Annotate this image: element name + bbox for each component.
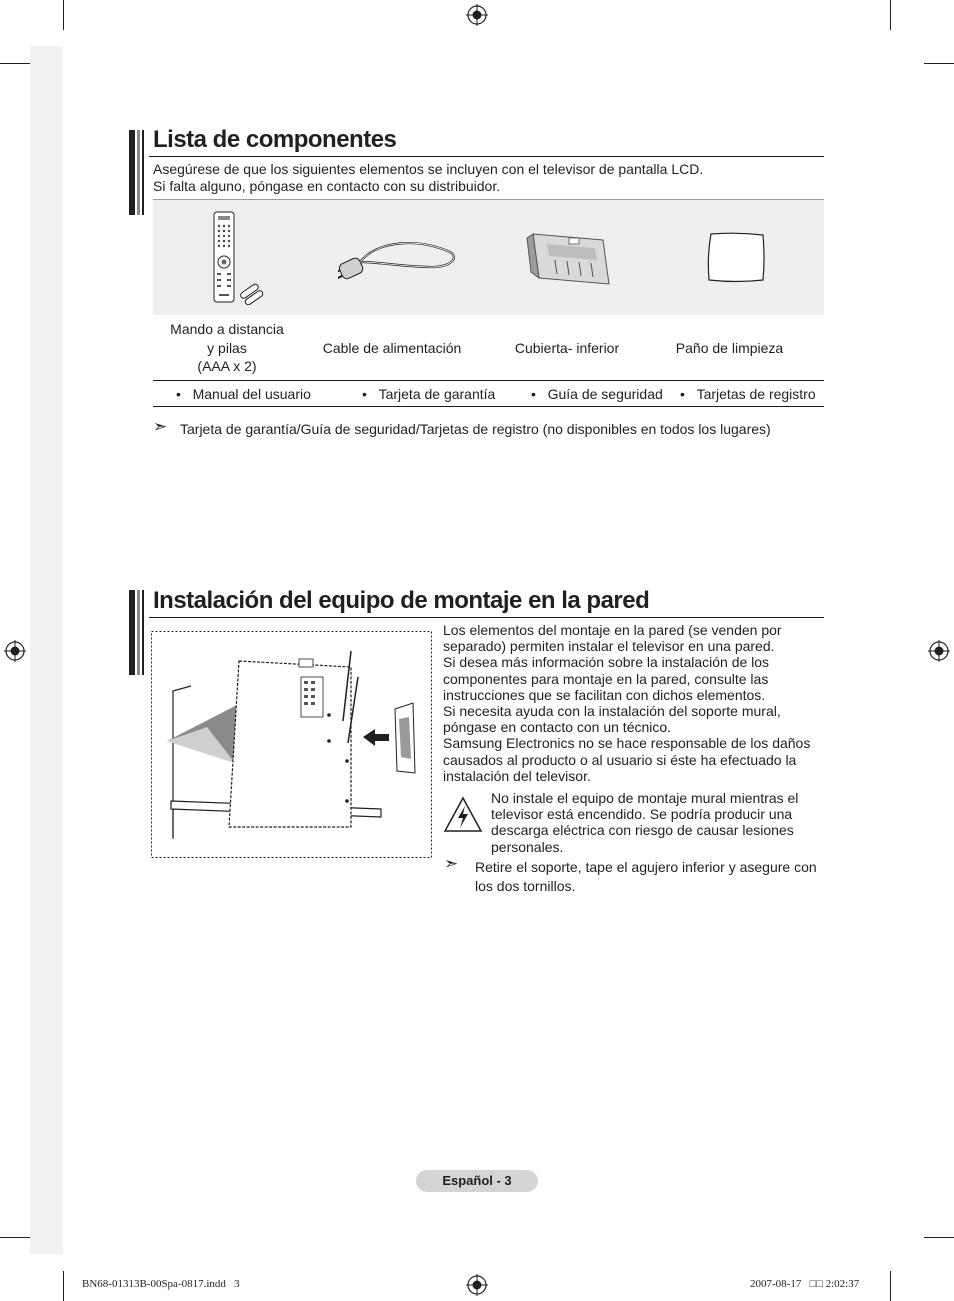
power-cable-icon [338,232,460,287]
intro-line: Asegúrese de que los siguientes elementos se incluyen con el televisor de pantalla LCD. [153,161,704,177]
document-label: Tarjetas de registro [696,386,816,402]
crop-mark [924,1237,954,1238]
documents-bottom-rule [153,406,824,407]
document-item-warranty [362,385,495,403]
crop-mark [63,1271,64,1301]
note-arrow-icon: ➣ [153,417,168,436]
crop-mark [0,63,30,64]
document-item-manual [176,385,311,403]
crop-mark [890,1271,891,1301]
document-item-registration [680,385,816,403]
description-paragraph: Si desea más información sobre la instalación de los componentes para montaje en la pared, consulte las instrucciones que se facilitan con dichos elementos. [443,654,770,703]
document-item-safety-guide [531,385,663,403]
registration-mark-icon [466,1274,488,1296]
remote-control-icon [210,210,270,305]
footer-timestamp: 2007-08-17 □□ 2:02:37 [750,1278,860,1290]
component-label-line: Mando a distancia [170,321,284,337]
documents-top-rule [153,380,824,381]
components-note: Tarjeta de garantía/Guía de seguridad/Tarjetas de registro (no disponibles en todos los lugares) [180,421,771,437]
component-label-line: y pilas [207,339,247,356]
crop-mark [0,1237,30,1238]
title-rule [149,617,824,618]
bottom-cover-icon [525,228,615,288]
crop-mark [924,63,954,64]
wall-mount-description [443,622,823,784]
section-marker [129,590,135,675]
registration-mark-icon [466,4,488,26]
component-label-line: (AAA x 2) [197,358,257,374]
page-number-label: Español - 3 [416,1170,538,1192]
warning-text: No instale el equipo de montaje mural mientras el televisor está encendido. Se podría producir una descarga eléctrica con riesgo de causar lesiones personales. [491,790,799,855]
description-paragraph: Si necesita ayuda con la instalación del soporte mural, póngase en contacto con un técnico. [443,703,781,736]
document-label: Manual del usuario [192,386,311,402]
component-label-bottom-cover: Cubierta- inferior [514,340,620,356]
crop-mark [63,0,64,30]
wall-mount-illustration [151,631,432,858]
document-label: Guía de seguridad [547,386,663,402]
description-paragraph: Samsung Electronics no se hace responsable de los daños causados al producto o al usuario si éste ha efectuado la instalación del televisor. [443,735,811,784]
registration-mark-icon [928,640,950,662]
section-marker [129,130,135,215]
description-paragraph: Los elementos del montaje en la pared (se venden por separado) permiten instalar el televisor en una pared. [443,622,782,655]
section-marker [142,130,144,215]
component-label-power-cable: Cable de alimentación [322,340,462,356]
section-title-wall-mount: Instalación del equipo de montaje en la pared [153,587,650,614]
footer-filename: BN68-01313B-00Spa-0817.indd 3 [82,1278,240,1290]
section-title-components: Lista de componentes [153,126,397,153]
component-label-remote [153,320,301,376]
document-label: Tarjeta de garantía [378,386,496,402]
note-arrow-icon: ➣ [444,854,459,873]
section-marker [142,590,144,675]
warning-electric-icon [443,796,483,834]
registration-mark-icon [4,640,26,662]
bullet: • [531,386,536,402]
bullet: • [176,386,181,402]
bullet: • [362,386,367,402]
page-margin-band [30,46,63,1254]
components-intro [153,161,703,195]
section-marker [137,590,140,675]
wall-mount-note: Retire el soporte, tape el agujero inferior y asegure con los dos tornillos. [475,859,817,894]
cleaning-cloth-icon [705,230,769,286]
component-label-cleaning-cloth: Paño de limpieza [675,340,784,356]
section-marker [137,130,140,215]
title-rule [149,156,824,157]
bullet: • [680,386,685,402]
crop-mark [890,0,891,30]
intro-line: Si falta alguno, póngase en contacto con su distribuidor. [153,178,501,194]
